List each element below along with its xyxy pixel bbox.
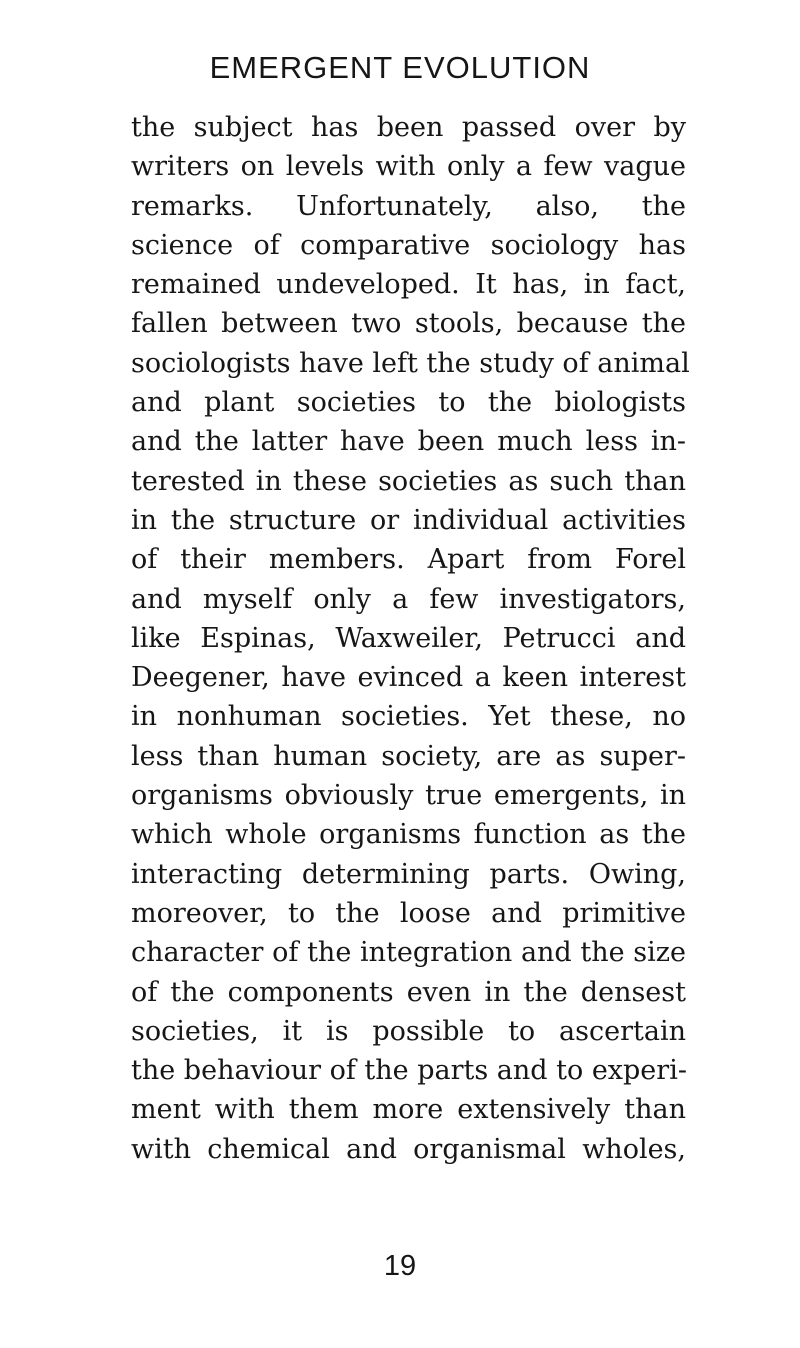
text-line: terested in these societies as such than [131, 465, 686, 497]
text-line: of the components even in the densest [131, 976, 686, 1008]
text-line: like Espinas, Waxweiler, Petrucci and [131, 622, 686, 654]
text-line: and myself only a few investigators, [131, 583, 686, 615]
text-line: and plant societies to the biologists [131, 387, 686, 419]
text-line: in the structure or individual activities [131, 504, 686, 536]
text-line: character of the integration and the size [131, 937, 686, 969]
running-head: EMERGENT EVOLUTION [209, 50, 591, 85]
text-line: societies, it is possible to ascertain [131, 1015, 686, 1047]
text-line: and the latter have been much less in- [131, 426, 686, 458]
text-line: moreover, to the loose and primitive [131, 897, 686, 929]
text-line: of their members. Apart from Forel [131, 544, 686, 576]
text-line: remained undeveloped. It has, in fact, [131, 269, 686, 301]
text-line: sociologists have left the study of animal [131, 347, 690, 379]
text-line: less than human society, are as super- [131, 740, 686, 772]
text-line: ment with them more extensively than [131, 1094, 686, 1126]
text-line: the subject has been passed over by [131, 112, 686, 143]
text-line: science of comparative sociology has [131, 229, 686, 261]
text-line: with chemical and organismal wholes, [131, 1133, 686, 1165]
text-line: interacting determining parts. Owing, [131, 858, 686, 890]
text-line: in nonhuman societies. Yet these, no [131, 701, 686, 733]
text-line: which whole organisms function as the [131, 819, 686, 851]
text-line: writers on levels with only a few vague [131, 151, 686, 183]
text-line: organisms obviously true emergents, in [131, 780, 686, 812]
text-line: fallen between two stools, because the [131, 308, 686, 340]
text-line: remarks. Unfortunately, also, the [131, 190, 686, 222]
text-line: the behaviour of the parts and to experi- [131, 1055, 687, 1087]
text-line: Deegener, have evinced a keen interest [131, 662, 686, 694]
body-paragraph [131, 108, 690, 1169]
page-number: 19 [383, 1250, 417, 1282]
